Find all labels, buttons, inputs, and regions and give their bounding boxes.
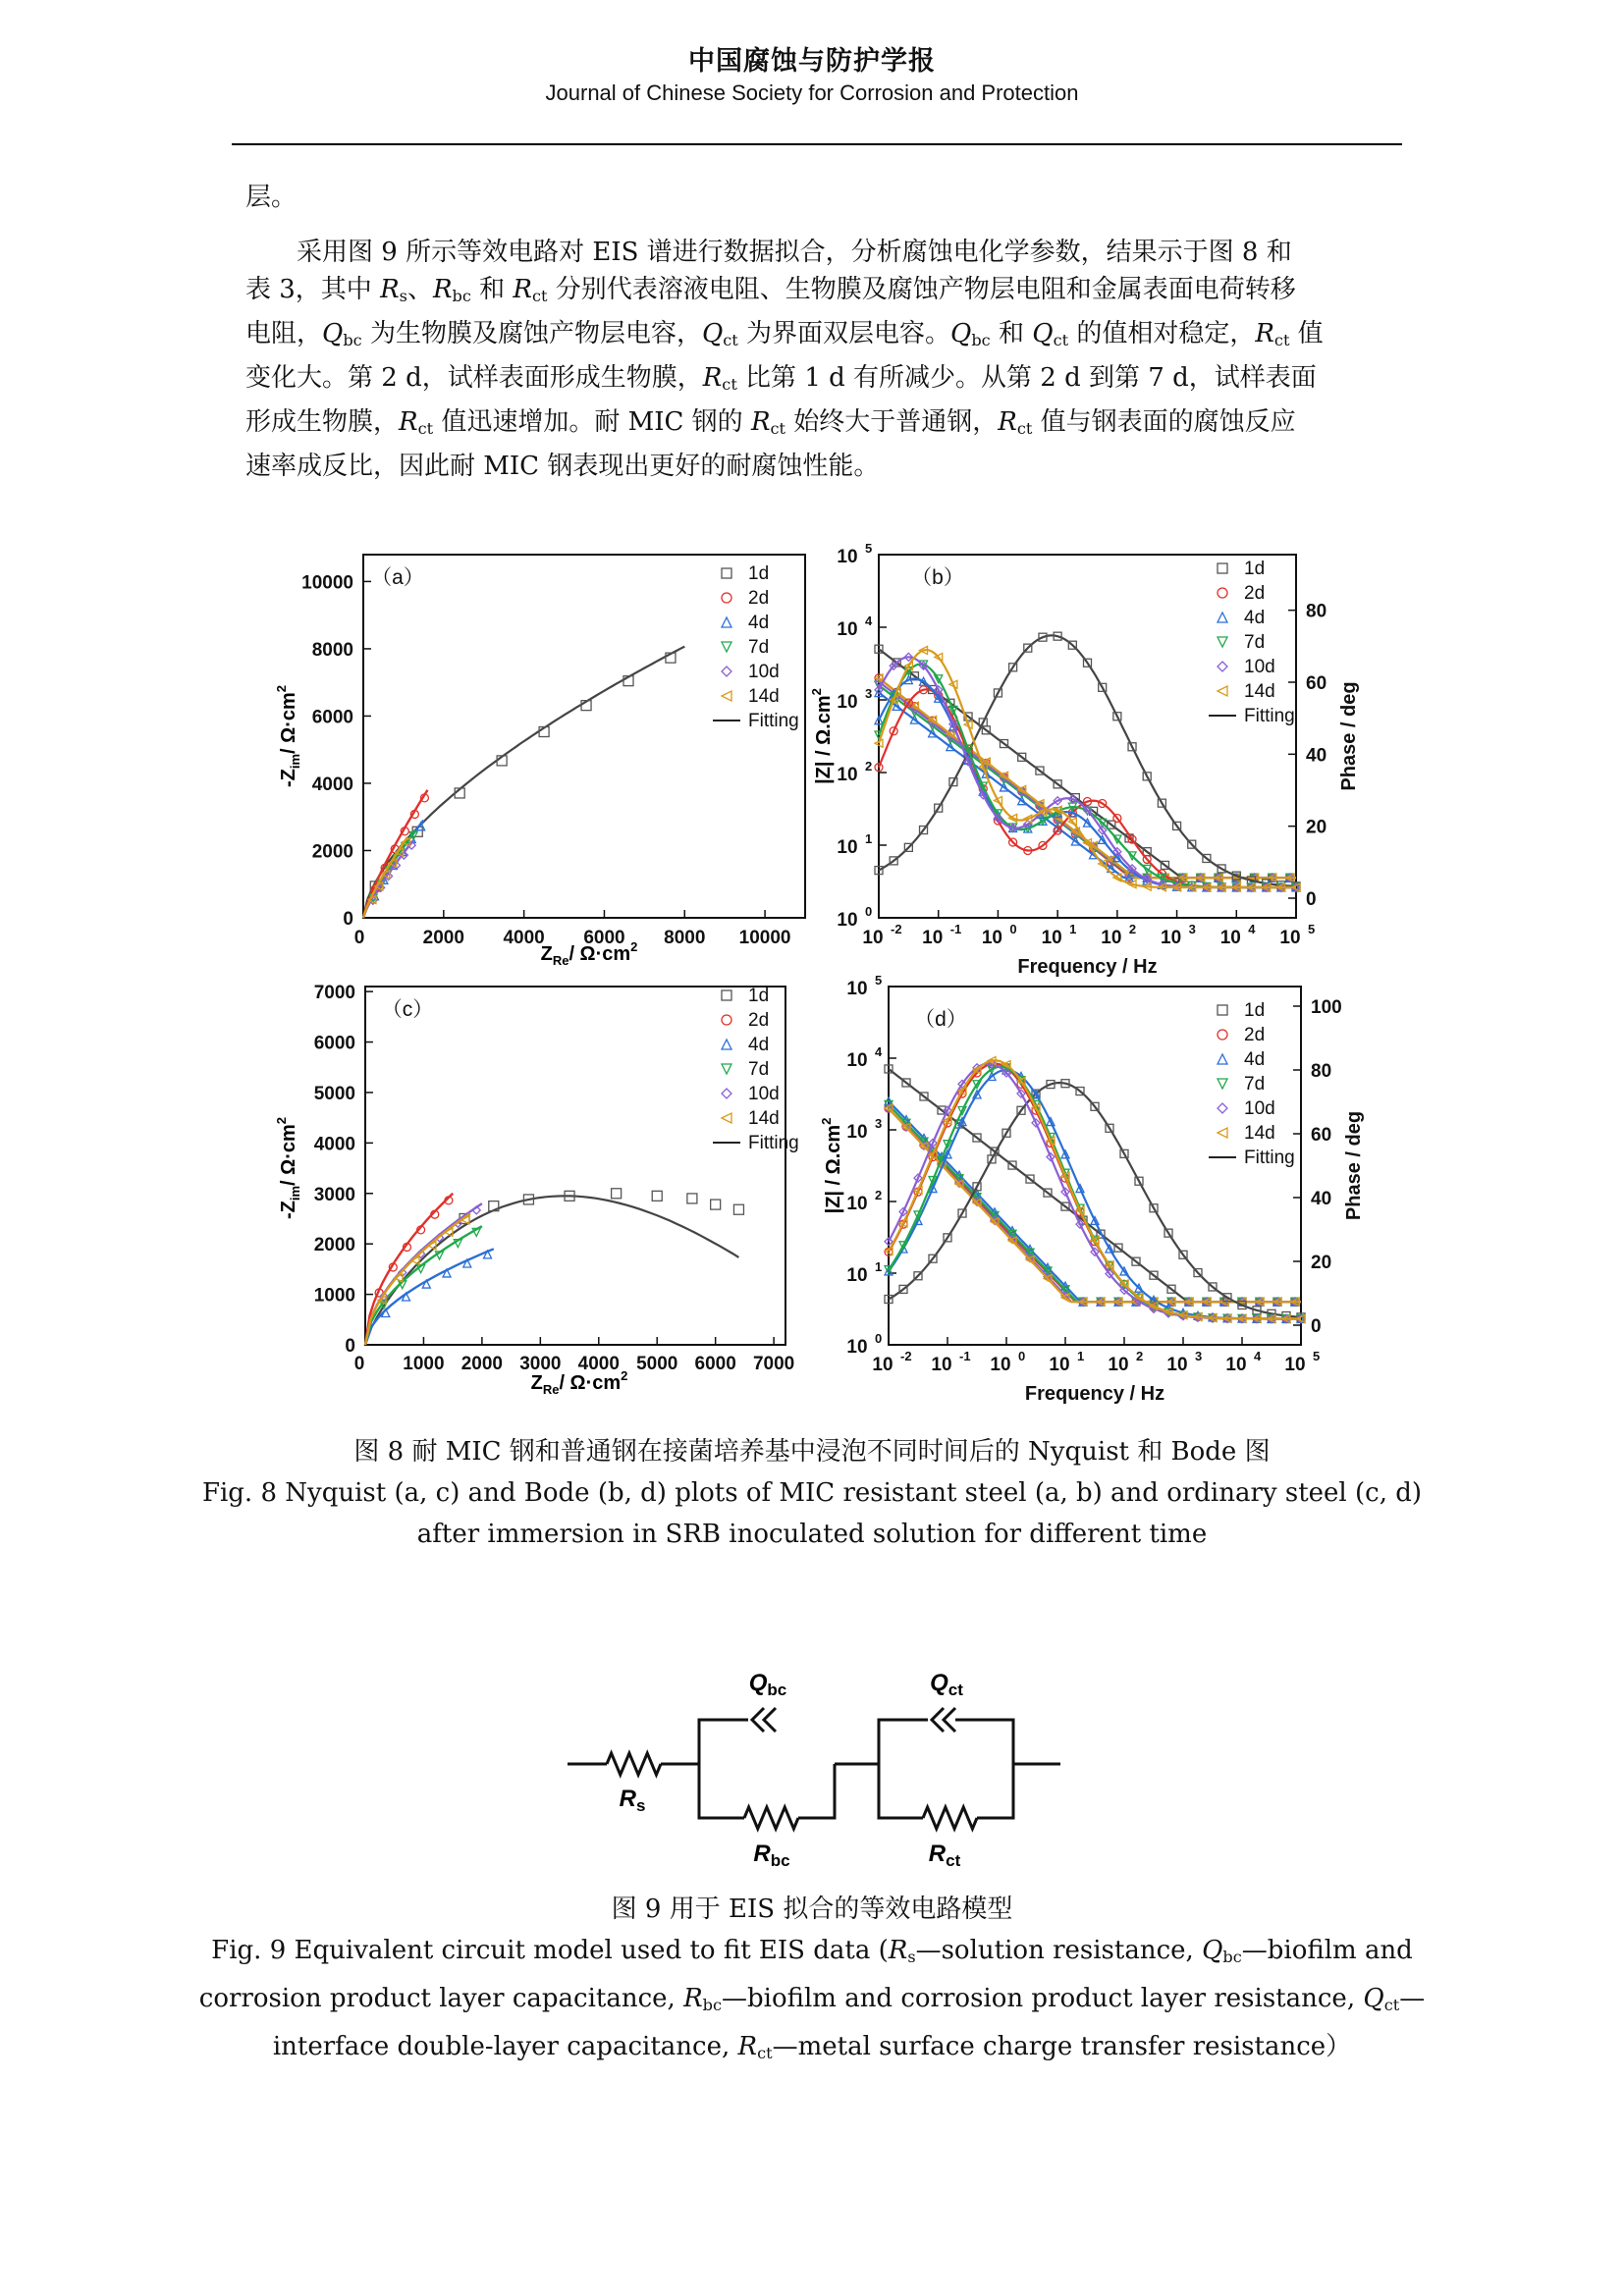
tick-label: 1000 [313, 1285, 355, 1307]
legend-label: 14d [748, 686, 780, 707]
svg-text:10: 10 [1101, 928, 1122, 948]
legend-label: 2d [748, 1010, 770, 1031]
fit-curve-2d [365, 1194, 453, 1345]
x-tick-label [1108, 1349, 1143, 1375]
legend-label: 1d [1244, 1000, 1266, 1021]
tick-label: 7000 [752, 1354, 795, 1374]
svg-text:1: 1 [875, 1259, 883, 1274]
phase-fit-10d [889, 1064, 1301, 1319]
wire [977, 1764, 1013, 1818]
svg-text:3: 3 [865, 686, 873, 701]
journal-title-cn: 中国腐蚀与防护学报 [688, 46, 936, 77]
legend-label: Fitting [1244, 706, 1295, 726]
paragraph-line: 速率成反比，因此耐 MIC 钢表现出更好的耐腐蚀性能。 [245, 452, 880, 482]
svg-text:10: 10 [846, 1265, 868, 1286]
panel-d [819, 973, 1365, 1405]
label-Rs: $R_s$ [619, 1786, 646, 1815]
data-point [722, 691, 731, 701]
x-tick-label [1049, 1349, 1084, 1375]
svg-text:10: 10 [837, 547, 858, 567]
svg-text:1: 1 [1069, 922, 1077, 936]
tick-label: 2000 [422, 928, 464, 948]
svg-text:10: 10 [931, 1355, 952, 1375]
tick-label: 0 [345, 1336, 355, 1357]
tick-label: 10000 [301, 572, 353, 594]
legend-label: 10d [1244, 1098, 1275, 1119]
paragraph-tail: 层。 [245, 183, 298, 212]
x-tick-label [922, 922, 961, 948]
x-tick-label [1042, 922, 1077, 948]
data-point [722, 1064, 731, 1074]
y2-tick-label: 40 [1306, 745, 1327, 767]
data-point [1218, 1005, 1227, 1015]
data-point [1218, 1103, 1227, 1113]
svg-text:10: 10 [981, 928, 1002, 948]
plot-frame [365, 987, 785, 1345]
svg-text:10: 10 [1225, 1355, 1247, 1375]
figure-9-caption [0, 1889, 1624, 2074]
x-tick-label [1284, 1349, 1320, 1375]
resistor-Rct [923, 1807, 977, 1829]
modulus-fit-7d [889, 1105, 1301, 1303]
legend-label: 7d [748, 1059, 770, 1080]
svg-text:10: 10 [1041, 928, 1062, 948]
phase-fit-14d [889, 1060, 1301, 1318]
x-tick-label [1279, 922, 1315, 948]
tick-label: 4000 [503, 928, 545, 948]
plot-frame [363, 555, 805, 918]
data-point [722, 642, 731, 652]
svg-text:1: 1 [865, 831, 873, 846]
panel-label: （d） [914, 1008, 967, 1031]
data-point [722, 568, 731, 578]
y-tick-label [846, 1259, 882, 1286]
y-tick-label [846, 973, 882, 999]
svg-text:0: 0 [1018, 1349, 1026, 1363]
panel-c [274, 983, 799, 1397]
tick-label: 6000 [694, 1354, 736, 1374]
svg-text:3: 3 [1195, 1349, 1203, 1363]
svg-text:10: 10 [846, 979, 868, 999]
svg-text:10: 10 [837, 910, 858, 931]
figure-8-caption-cn: 图 8 耐 MIC 钢和普通钢在接菌培养基中浸泡不同时间后的 Nyquist 和 Bode 图 [353, 1437, 1271, 1467]
legend-label: 10d [1244, 657, 1275, 677]
x-tick-label [872, 1349, 911, 1375]
y2-tick-label: 0 [1306, 889, 1317, 910]
wire [798, 1764, 835, 1818]
panel-label: （b） [911, 566, 964, 589]
modulus-fit-10d [879, 682, 1296, 879]
svg-text:2: 2 [1128, 922, 1137, 936]
y-tick-label [837, 759, 872, 785]
wire [879, 1764, 923, 1818]
y-tick-label [846, 1331, 882, 1358]
legend-label: 7d [748, 637, 770, 658]
modulus-fit-4d [889, 1101, 1301, 1302]
y2-tick-label: 80 [1306, 601, 1327, 622]
svg-text:10: 10 [1219, 928, 1241, 948]
data-point [722, 667, 731, 676]
legend-label: 4d [1244, 1049, 1266, 1070]
x-axis-label: Frequency / Hz [1017, 956, 1158, 978]
svg-text:10: 10 [922, 928, 944, 948]
svg-text:2: 2 [1136, 1349, 1144, 1363]
figure-8-caption-en-2: after immersion in SRB inoculated solution for different time [416, 1520, 1208, 1549]
data-point [722, 617, 731, 627]
tick-label: 1000 [403, 1354, 445, 1374]
svg-text:4: 4 [875, 1044, 883, 1059]
y2-axis-label: Phase / deg [1338, 681, 1360, 791]
x-tick-label [982, 922, 1017, 948]
wire [879, 1720, 928, 1764]
phase-fit-4d [879, 678, 1296, 887]
svg-text:10: 10 [837, 837, 858, 858]
tick-label: 3000 [519, 1354, 562, 1374]
tick-label: 3000 [313, 1184, 355, 1205]
svg-text:10: 10 [846, 1050, 868, 1071]
modulus-fit-2d [879, 678, 1296, 879]
y2-tick-label: 40 [1311, 1189, 1332, 1209]
modulus-fit-4d [879, 693, 1296, 879]
paragraph-line: 电阻，$Q_{bc}$ 为生物膜及腐蚀产物层电容，$Q_{ct}$ 为界面双层电容。$Q_{bc}$ 和 $Q_{ct}$ 的值相对稳定，$R_{ct}$ 值 [245, 319, 1324, 350]
figure-9-caption-en-3: interface double-layer capacitance, $R_{ct}—metal$ surface charge transfer resistance） [272, 2032, 1352, 2063]
legend-label: Fitting [748, 1133, 799, 1153]
data-point [1218, 637, 1227, 647]
y2-tick-label: 80 [1311, 1061, 1332, 1082]
tick-label: 6000 [313, 1033, 355, 1054]
figure-9-caption-cn: 图 9 用于 EIS 拟合的等效电路模型 [611, 1895, 1013, 1924]
svg-text:-1: -1 [949, 922, 962, 936]
legend-label: 14d [748, 1108, 780, 1129]
wire [699, 1720, 748, 1764]
plot-frame [879, 555, 1296, 918]
x-tick-label [862, 922, 901, 948]
data-point [687, 1194, 697, 1203]
svg-text:5: 5 [865, 541, 873, 556]
y2-tick-label: 60 [1306, 673, 1327, 694]
x-tick-label [1220, 922, 1257, 948]
label-Qbc: $Q_{bc}$ [748, 1670, 787, 1699]
data-point [722, 1015, 731, 1025]
panel-label: （a） [371, 566, 424, 589]
svg-text:5: 5 [875, 973, 883, 988]
legend-label: 10d [748, 1084, 780, 1104]
figure-9-caption-en-1: Fig. 9 Equivalent circuit model used to fit EIS data ($R_s—solution$ resistance, $Q_{bc}—biofilm$ and [211, 1936, 1413, 1967]
wire [699, 1764, 744, 1818]
tick-label: 6000 [583, 928, 625, 948]
fit-curve-1d [363, 647, 684, 918]
resistor-Rs [607, 1753, 661, 1775]
x-tick-label [931, 1349, 970, 1375]
svg-text:10: 10 [862, 928, 884, 948]
svg-text:10: 10 [990, 1355, 1011, 1375]
data-point [1218, 613, 1227, 622]
legend-label: 2d [748, 588, 770, 609]
data-point [722, 990, 731, 1000]
y2-tick-label: 100 [1311, 997, 1342, 1018]
tick-label: 8000 [664, 928, 706, 948]
svg-text:10: 10 [1279, 928, 1301, 948]
data-point [1218, 1030, 1227, 1040]
x-tick-label [1166, 1349, 1202, 1375]
svg-text:10: 10 [872, 1355, 893, 1375]
svg-text:10: 10 [837, 619, 858, 640]
svg-text:2: 2 [865, 759, 873, 774]
y-axis-label: $-Z_{im}/$ $\Omega\cdot cm^2$ [274, 684, 302, 788]
label-Qct: $Q_{ct}$ [930, 1670, 963, 1699]
data-point [722, 1040, 731, 1049]
legend-label: Fitting [1244, 1148, 1295, 1168]
figure-9-caption-en-2: corrosion product layer capacitance, $R_{bc}—biofilm$ and corrosion product layer resistance, $Q_{ct}—$ [198, 1984, 1426, 2015]
y2-tick-label: 60 [1311, 1125, 1332, 1146]
svg-text:-2: -2 [891, 922, 902, 936]
data-point [1218, 1128, 1227, 1138]
x-tick-label [990, 1349, 1025, 1375]
phase-fit-2d [889, 1064, 1301, 1319]
svg-text:3: 3 [1188, 922, 1196, 936]
legend-label: 7d [1244, 1074, 1266, 1095]
legend-label: 4d [1244, 608, 1266, 628]
cpe-Qct [932, 1708, 955, 1732]
y-axis-label: $-Z_{im}/$ $\Omega\cdot cm^2$ [274, 1116, 302, 1220]
data-point [1218, 563, 1227, 573]
y2-tick-label: 0 [1311, 1316, 1322, 1337]
tick-label: 4000 [311, 774, 353, 795]
svg-text:10: 10 [837, 765, 858, 785]
phase-fit-2d [879, 689, 1296, 887]
data-point [1218, 1054, 1227, 1064]
y-tick-label [837, 831, 872, 858]
figure-9-circuit [568, 1670, 1060, 1870]
tick-label: 6000 [311, 707, 353, 728]
svg-text:10: 10 [1166, 1355, 1188, 1375]
svg-text:0: 0 [865, 904, 873, 919]
y-axis-label: $|Z| / \Omega.cm^2$ [809, 688, 835, 784]
resistor-Rbc [744, 1807, 798, 1829]
svg-text:10: 10 [1161, 928, 1182, 948]
tick-label: 4000 [313, 1134, 355, 1155]
tick-label: 0 [353, 928, 365, 948]
svg-text:0: 0 [1009, 922, 1017, 936]
y-tick-label [846, 1116, 882, 1143]
modulus-fit-14d [879, 678, 1296, 879]
label-Rbc: $R_{bc}$ [753, 1841, 790, 1870]
legend-label: 1d [1244, 559, 1266, 579]
legend-label: 10d [748, 662, 780, 682]
svg-text:-1: -1 [959, 1349, 971, 1363]
x-tick-label [1101, 922, 1136, 948]
legend-label: 4d [748, 613, 770, 633]
tick-label: 5000 [636, 1354, 678, 1374]
legend-label: 2d [1244, 1025, 1266, 1045]
svg-text:10: 10 [837, 692, 858, 713]
data-point [733, 1204, 743, 1214]
y-tick-label [846, 1188, 882, 1214]
tick-label: 2000 [460, 1354, 504, 1374]
tick-label: 10000 [738, 928, 791, 948]
svg-text:4: 4 [1248, 922, 1256, 936]
x-tick-label [1161, 922, 1196, 948]
y-tick-label [846, 1044, 883, 1071]
y-tick-label [837, 541, 872, 567]
paragraph-line: 采用图 9 所示等效电路对 EIS 谱进行数据拟合，分析腐蚀电化学参数，结果示于图 8 和 [297, 238, 1292, 267]
figure-8-caption [0, 1431, 1624, 1555]
legend-label: 14d [1244, 681, 1275, 702]
figure-8-caption-en-1: Fig. 8 Nyquist (a, c) and Bode (b, d) plots of MIC resistant steel (a, b) and ordinary steel (c, d) [201, 1478, 1423, 1508]
data-point [722, 1113, 731, 1123]
svg-text:10: 10 [846, 1194, 868, 1214]
y2-tick-label: 20 [1311, 1253, 1332, 1273]
svg-text:5: 5 [1313, 1349, 1321, 1363]
wire [955, 1720, 1013, 1764]
svg-text:-2: -2 [900, 1349, 912, 1363]
svg-text:10: 10 [846, 1122, 868, 1143]
data-point [1218, 686, 1227, 696]
data-point [1218, 662, 1227, 671]
journal-title-en: Journal of Chinese Society for Corrosion and Protection [545, 80, 1079, 105]
fit-curve-1d [365, 1196, 738, 1345]
svg-text:5: 5 [1308, 922, 1316, 936]
tick-label: 4000 [577, 1354, 620, 1374]
y-tick-label [837, 614, 873, 640]
svg-text:10: 10 [1108, 1355, 1129, 1375]
y2-tick-label: 20 [1306, 817, 1327, 838]
legend-label: 7d [1244, 632, 1266, 653]
data-point [722, 593, 731, 603]
legend-label: Fitting [748, 711, 799, 731]
svg-text:1: 1 [1077, 1349, 1085, 1363]
phase-fit-1d [879, 635, 1296, 886]
x-tick-label [1225, 1349, 1262, 1375]
y-tick-label [837, 904, 872, 931]
tick-label: 0 [353, 1354, 365, 1374]
svg-text:10: 10 [1049, 1355, 1070, 1375]
tick-label: 0 [343, 909, 353, 930]
legend-label: 2d [1244, 583, 1266, 604]
tick-label: 8000 [311, 639, 353, 661]
y-axis-label: $|Z| / \Omega.cm^2$ [819, 1117, 844, 1214]
y-tick-label [837, 686, 872, 713]
data-point [652, 1191, 662, 1201]
svg-text:2: 2 [875, 1188, 883, 1202]
data-point [1218, 1079, 1227, 1089]
paragraph-line: 表 3，其中 $R_s$、$R_{bc}$ 和 $R_{ct}$ 分别代表溶液电阻、生物膜及腐蚀产物层电阻和金属表面电荷转移 [245, 275, 1296, 306]
cpe-Qbc [752, 1708, 776, 1732]
tick-label: 7000 [313, 983, 355, 1004]
x-axis-label: $Z_{Re}/$ $\Omega\cdot cm^2$ [530, 1368, 628, 1397]
svg-text:10: 10 [846, 1337, 868, 1358]
y2-axis-label: Phase / deg [1343, 1110, 1365, 1221]
legend-label: 1d [748, 563, 770, 584]
legend-label: 4d [748, 1035, 770, 1055]
svg-text:10: 10 [1284, 1355, 1306, 1375]
data-point [711, 1200, 721, 1209]
tick-label: 5000 [313, 1083, 355, 1104]
legend-label: 14d [1244, 1123, 1275, 1144]
x-axis-label: Frequency / Hz [1024, 1383, 1165, 1405]
data-point [1218, 588, 1227, 598]
x-axis-label: $Z_{Re}/$ $\Omega\cdot cm^2$ [540, 939, 638, 968]
paragraph-line: 形成生物膜，$R_{ct}$ 值迅速增加。耐 MIC 钢的 $R_{ct}$ 始终大于普通钢，$R_{ct}$ 值与钢表面的腐蚀反应 [245, 407, 1296, 439]
paragraph-line: 变化大。第 2 d，试样表面形成生物膜，$R_{ct}$ 比第 1 d 有所减少。从第 2 d 到第 7 d，试样表面 [245, 363, 1317, 395]
tick-label: 2000 [311, 841, 353, 863]
data-point [612, 1189, 622, 1199]
data-point [722, 1089, 731, 1098]
svg-text:4: 4 [865, 614, 873, 628]
panel-label: （c） [381, 998, 434, 1021]
panel-a [274, 555, 805, 968]
panel-b [809, 541, 1360, 978]
tick-label: 2000 [313, 1235, 355, 1256]
svg-text:3: 3 [875, 1116, 883, 1131]
svg-text:4: 4 [1254, 1349, 1262, 1363]
legend-label: 1d [748, 986, 770, 1006]
label-Rct: $R_{ct}$ [928, 1841, 961, 1870]
svg-text:0: 0 [875, 1331, 883, 1346]
